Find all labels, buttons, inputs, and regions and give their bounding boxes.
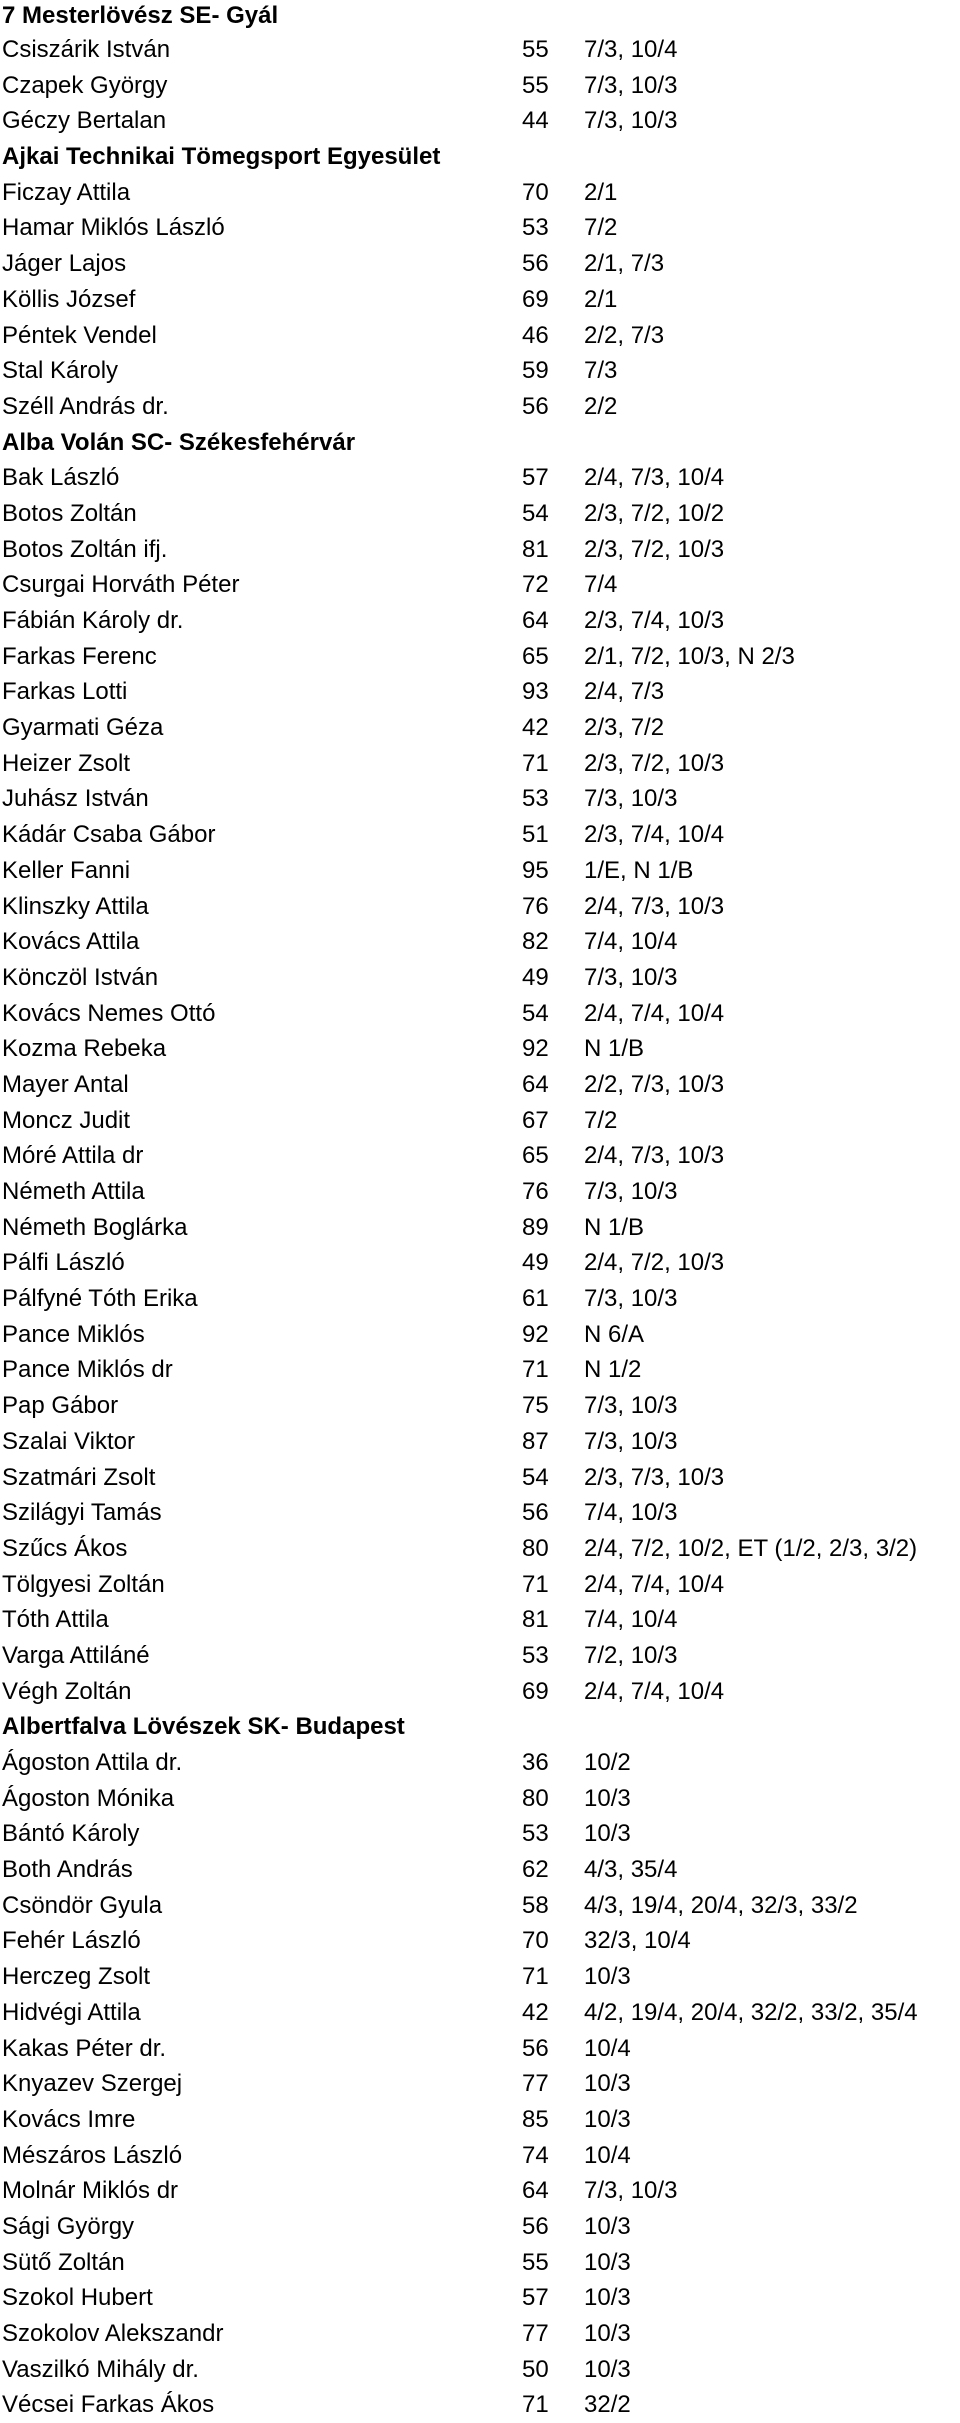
member-row	[2, 781, 960, 817]
member-name: Heizer Zsolt	[2, 749, 131, 777]
member-categories: 10/2	[584, 1749, 631, 1776]
member-name: Kozma Rebeka	[2, 1035, 167, 1063]
member-name: Sütő Zoltán	[2, 2248, 125, 2276]
member-categories: 7/3, 10/3	[584, 107, 678, 135]
member-number: 72	[522, 571, 549, 599]
member-row	[2, 282, 960, 318]
member-number: 51	[522, 821, 549, 849]
member-row	[2, 1888, 960, 1924]
member-name: Vécsei Farkas Ákos	[2, 2391, 215, 2419]
member-row	[2, 2352, 960, 2388]
member-row	[2, 996, 960, 1032]
member-row	[2, 2245, 960, 2281]
member-row	[2, 1424, 960, 1460]
member-categories: 7/3, 10/3	[584, 2177, 678, 2205]
member-name: Molnár Miklós dr	[2, 2177, 179, 2205]
member-name: Mészáros László	[2, 2141, 183, 2169]
member-row	[2, 32, 960, 68]
member-number: 58	[522, 1891, 549, 1919]
club-header: Ajkai Technikai Tömegsport Egyesület	[2, 143, 441, 171]
member-number: 55	[522, 36, 549, 63]
member-number: 93	[522, 678, 549, 706]
member-number: 71	[522, 1356, 549, 1384]
club-header: 7 Mesterlövész SE- Gyál	[2, 2, 279, 29]
member-categories: 2/4, 7/3, 10/4	[584, 464, 725, 492]
member-name: Széll András dr.	[2, 392, 169, 420]
member-number: 61	[522, 1285, 549, 1313]
member-row	[2, 496, 960, 532]
member-row	[2, 2031, 960, 2067]
member-categories: 7/4, 10/4	[584, 928, 678, 956]
member-number: 71	[522, 2391, 549, 2419]
member-name: Varga Attiláné	[2, 1641, 150, 1669]
member-number: 42	[522, 714, 549, 742]
member-row	[2, 1852, 960, 1888]
member-number: 85	[522, 2105, 549, 2133]
member-categories: 7/3, 10/4	[584, 36, 678, 63]
member-row	[2, 2316, 960, 2352]
member-row	[2, 175, 960, 211]
member-number: 49	[522, 963, 549, 991]
member-row	[2, 210, 960, 246]
member-name: Németh Attila	[2, 1178, 145, 1205]
member-name: Moncz Judit	[2, 1106, 131, 1134]
member-row	[2, 674, 960, 710]
member-name: Hidvégi Attila	[2, 1998, 141, 2026]
member-name: Köllis József	[2, 285, 136, 313]
member-number: 46	[522, 321, 549, 349]
member-name: Klinszky Attila	[2, 892, 149, 920]
member-row	[2, 68, 960, 104]
member-row	[2, 389, 960, 425]
member-name: Botos Zoltán ifj.	[2, 535, 168, 563]
member-categories: 7/2, 10/3	[584, 1641, 678, 1669]
member-name: Pance Miklós dr	[2, 1356, 173, 1384]
member-name: Szalai Viktor	[2, 1427, 135, 1455]
member-row	[2, 1103, 960, 1139]
member-name: Fehér László	[2, 1927, 141, 1955]
member-categories: 4/3, 19/4, 20/4, 32/3, 33/2	[584, 1891, 858, 1919]
member-categories: 2/1	[584, 285, 618, 313]
member-categories: 10/3	[584, 2212, 631, 2240]
member-name: Herczeg Zsolt	[2, 1963, 151, 1991]
member-name: Hamar Miklós László	[2, 214, 225, 242]
member-name: Knyazev Szergej	[2, 2070, 183, 2098]
member-name: Kovács Imre	[2, 2105, 136, 2133]
member-number: 54	[522, 1463, 549, 1491]
member-name: Ágoston Mónika	[2, 1784, 175, 1812]
member-name: Juhász István	[2, 785, 149, 813]
member-row	[2, 1995, 960, 2031]
member-name: Ficzay Attila	[2, 178, 131, 206]
member-name: Szilágyi Tamás	[2, 1499, 162, 1527]
member-categories: 2/4, 7/3, 10/3	[584, 1142, 725, 1170]
member-name: Czapek György	[2, 71, 168, 99]
member-number: 81	[522, 535, 549, 563]
member-number: 57	[522, 2284, 549, 2312]
member-categories: 2/1, 7/3	[584, 250, 665, 278]
member-categories: 2/2, 7/3, 10/3	[584, 1070, 725, 1098]
member-name: Jáger Lajos	[2, 250, 127, 278]
member-categories: 7/3, 10/3	[584, 1392, 678, 1420]
member-number: 50	[522, 2355, 549, 2383]
member-categories: 10/3	[584, 2105, 631, 2133]
member-categories: N 1/2	[584, 1356, 642, 1384]
member-row	[2, 353, 960, 389]
member-categories: 2/3, 7/3, 10/3	[584, 1463, 725, 1491]
member-name: Péntek Vendel	[2, 321, 157, 349]
member-categories: 2/4, 7/4, 10/4	[584, 1677, 725, 1705]
member-categories: 4/2, 19/4, 20/4, 32/2, 33/2, 35/4	[584, 1998, 918, 2026]
member-name: Szatmári Zsolt	[2, 1463, 156, 1491]
member-number: 56	[522, 392, 549, 420]
member-name: Tóth Attila	[2, 1606, 109, 1634]
member-number: 55	[522, 71, 549, 99]
member-row	[2, 2173, 960, 2209]
member-categories: 1/E, N 1/B	[584, 856, 694, 884]
member-categories: 2/4, 7/4, 10/4	[584, 999, 725, 1027]
member-name: Németh Boglárka	[2, 1213, 188, 1241]
member-name: Pálfyné Tóth Erika	[2, 1285, 198, 1313]
member-name: Kakas Péter dr.	[2, 2034, 167, 2062]
member-row	[2, 2102, 960, 2138]
member-number: 70	[522, 178, 549, 206]
member-name: Keller Fanni	[2, 856, 131, 884]
member-row	[2, 318, 960, 354]
member-number: 76	[522, 892, 549, 920]
member-categories: 10/3	[584, 1784, 631, 1812]
member-categories: N 6/A	[584, 1320, 645, 1348]
member-number: 53	[522, 785, 549, 813]
member-number: 71	[522, 1963, 549, 1991]
member-row	[2, 103, 960, 139]
member-categories: 2/4, 7/3, 10/3	[584, 892, 725, 920]
member-number: 42	[522, 1998, 549, 2026]
member-name: Vaszilkó Mihály dr.	[2, 2355, 199, 2383]
member-name: Farkas Lotti	[2, 678, 128, 706]
member-categories: 2/3, 7/4, 10/4	[584, 821, 725, 849]
member-number: 71	[522, 1570, 549, 1598]
member-name: Gyarmati Géza	[2, 714, 164, 742]
member-number: 53	[522, 1641, 549, 1669]
member-name: Kovács Nemes Ottó	[2, 999, 216, 1027]
member-categories: 10/3	[584, 2320, 631, 2347]
member-row	[2, 853, 960, 889]
member-categories: 7/4, 10/4	[584, 1606, 678, 1634]
member-row	[2, 1745, 960, 1781]
member-number: 82	[522, 928, 549, 956]
member-row	[2, 1031, 960, 1067]
member-row	[2, 1138, 960, 1174]
member-number: 36	[522, 1749, 549, 1776]
member-name: Sági György	[2, 2212, 135, 2240]
member-categories: 10/3	[584, 2355, 631, 2383]
member-row	[2, 246, 960, 282]
member-number: 65	[522, 642, 549, 670]
member-name: Mayer Antal	[2, 1070, 129, 1098]
member-number: 64	[522, 607, 549, 634]
member-name: Pance Miklós	[2, 1320, 145, 1348]
member-row	[2, 1531, 960, 1567]
member-name: Csurgai Horváth Péter	[2, 571, 240, 599]
member-row	[2, 710, 960, 746]
member-number: 65	[522, 1142, 549, 1170]
member-categories: 32/2	[584, 2391, 631, 2419]
member-row	[2, 924, 960, 960]
member-name: Könczöl István	[2, 963, 159, 991]
member-row	[2, 1495, 960, 1531]
member-number: 92	[522, 1320, 549, 1348]
member-categories: 10/3	[584, 2070, 631, 2098]
member-name: Bak László	[2, 464, 120, 492]
member-row	[2, 1245, 960, 1281]
member-name: Csöndör Gyula	[2, 1891, 163, 1919]
member-number: 67	[522, 1106, 549, 1134]
member-categories: 7/4, 10/3	[584, 1499, 678, 1527]
member-number: 54	[522, 499, 549, 527]
member-number: 54	[522, 999, 549, 1027]
member-number: 77	[522, 2070, 549, 2098]
member-name: Kovács Attila	[2, 928, 140, 956]
member-name: Pálfi László	[2, 1249, 125, 1277]
member-number: 56	[522, 250, 549, 278]
member-number: 95	[522, 856, 549, 884]
member-categories: 7/3, 10/3	[584, 1178, 678, 1205]
member-row	[2, 2066, 960, 2102]
member-name: Szokolov Alekszandr	[2, 2320, 224, 2347]
member-categories: 2/3, 7/2	[584, 714, 665, 742]
member-row	[2, 1959, 960, 1995]
member-name: Tölgyesi Zoltán	[2, 1570, 165, 1598]
member-row	[2, 1781, 960, 1817]
member-categories: 2/4, 7/2, 10/2, ET (1/2, 2/3, 3/2)	[584, 1534, 918, 1562]
member-row	[2, 1638, 960, 1674]
member-row	[2, 1067, 960, 1103]
member-number: 49	[522, 1249, 549, 1277]
member-number: 56	[522, 2034, 549, 2062]
member-row	[2, 532, 960, 568]
member-row	[2, 1923, 960, 1959]
member-number: 77	[522, 2320, 549, 2347]
member-row	[2, 2209, 960, 2245]
member-row	[2, 817, 960, 853]
member-row	[2, 889, 960, 925]
member-row	[2, 639, 960, 675]
member-name: Pap Gábor	[2, 1392, 119, 1420]
member-categories: N 1/B	[584, 1035, 645, 1063]
member-row	[2, 2387, 960, 2423]
member-row	[2, 2138, 960, 2174]
member-categories: 7/2	[584, 214, 618, 242]
member-name: Stal Károly	[2, 357, 119, 385]
member-number: 71	[522, 749, 549, 777]
member-name: Ágoston Attila dr.	[2, 1749, 183, 1776]
member-number: 80	[522, 1534, 549, 1562]
member-name: Kádár Csaba Gábor	[2, 821, 216, 849]
member-name: Móré Attila dr	[2, 1142, 144, 1170]
member-categories: 7/3, 10/3	[584, 963, 678, 991]
member-categories: 2/3, 7/2, 10/3	[584, 535, 725, 563]
member-row	[2, 460, 960, 496]
member-name: Szűcs Ákos	[2, 1534, 128, 1562]
member-number: 55	[522, 2248, 549, 2276]
member-number: 56	[522, 2212, 549, 2240]
member-number: 92	[522, 1035, 549, 1063]
member-number: 44	[522, 107, 549, 135]
member-categories: 2/4, 7/4, 10/4	[584, 1570, 725, 1598]
member-categories: 7/2	[584, 1106, 618, 1134]
member-categories: 10/4	[584, 2141, 631, 2169]
member-number: 76	[522, 1178, 549, 1205]
member-row	[2, 1317, 960, 1353]
member-categories: 2/3, 7/2, 10/3	[584, 749, 725, 777]
member-categories: 10/3	[584, 2284, 631, 2312]
member-categories: 7/3	[584, 357, 618, 385]
club-header: Alba Volán SC- Székesfehérvár	[2, 428, 356, 456]
member-row	[2, 1281, 960, 1317]
club-header: Albertfalva Lövészek SK- Budapest	[2, 1713, 405, 1741]
member-row	[2, 567, 960, 603]
member-categories: 7/3, 10/3	[584, 1427, 678, 1455]
member-number: 62	[522, 1856, 549, 1884]
member-row	[2, 746, 960, 782]
member-row	[2, 1210, 960, 1246]
member-categories: 10/3	[584, 1963, 631, 1991]
member-row	[2, 1816, 960, 1852]
member-name: Fábián Károly dr.	[2, 607, 184, 634]
member-name: Csiszárik István	[2, 36, 171, 63]
member-categories: 7/3, 10/3	[584, 71, 678, 99]
member-categories: 4/3, 35/4	[584, 1856, 678, 1884]
member-name: Both András	[2, 1856, 133, 1884]
member-number: 80	[522, 1784, 549, 1812]
member-categories: 10/3	[584, 2248, 631, 2276]
member-categories: 2/4, 7/3	[584, 678, 665, 706]
member-number: 89	[522, 1213, 549, 1241]
member-number: 59	[522, 357, 549, 385]
member-number: 70	[522, 1927, 549, 1955]
member-categories: 2/1	[584, 178, 618, 206]
member-categories: 2/2, 7/3	[584, 321, 665, 349]
member-categories: 7/4	[584, 571, 618, 599]
member-categories: 7/3, 10/3	[584, 785, 678, 813]
member-name: Farkas Ferenc	[2, 642, 157, 670]
member-number: 75	[522, 1392, 549, 1420]
member-categories: 32/3, 10/4	[584, 1927, 691, 1955]
member-row	[2, 960, 960, 996]
member-row	[2, 2280, 960, 2316]
member-categories: 7/3, 10/3	[584, 1285, 678, 1313]
member-row	[2, 1174, 960, 1210]
member-number: 69	[522, 1677, 549, 1705]
member-number: 69	[522, 285, 549, 313]
member-name: Botos Zoltán	[2, 499, 137, 527]
member-row	[2, 1602, 960, 1638]
member-row	[2, 1460, 960, 1496]
member-number: 57	[522, 464, 549, 492]
member-number: 87	[522, 1427, 549, 1455]
member-categories: 10/4	[584, 2034, 631, 2062]
member-name: Bántó Károly	[2, 1820, 140, 1848]
member-row	[2, 1352, 960, 1388]
member-categories: 2/1, 7/2, 10/3, N 2/3	[584, 642, 795, 670]
member-name: Végh Zoltán	[2, 1677, 132, 1705]
member-categories: 2/3, 7/4, 10/3	[584, 607, 725, 634]
member-categories: 2/3, 7/2, 10/2	[584, 499, 725, 527]
member-categories: N 1/B	[584, 1213, 645, 1241]
member-number: 53	[522, 1820, 549, 1848]
member-number: 64	[522, 2177, 549, 2205]
member-row	[2, 603, 960, 639]
member-row	[2, 1388, 960, 1424]
member-row	[2, 1567, 960, 1603]
member-name: Szokol Hubert	[2, 2284, 153, 2312]
member-number: 74	[522, 2141, 549, 2169]
member-number: 53	[522, 214, 549, 242]
member-number: 81	[522, 1606, 549, 1634]
member-number: 64	[522, 1070, 549, 1098]
member-number: 56	[522, 1499, 549, 1527]
member-categories: 2/2	[584, 392, 618, 420]
member-categories: 2/4, 7/2, 10/3	[584, 1249, 725, 1277]
member-row	[2, 1674, 960, 1710]
member-categories: 10/3	[584, 1820, 631, 1848]
member-name: Géczy Bertalan	[2, 107, 167, 135]
